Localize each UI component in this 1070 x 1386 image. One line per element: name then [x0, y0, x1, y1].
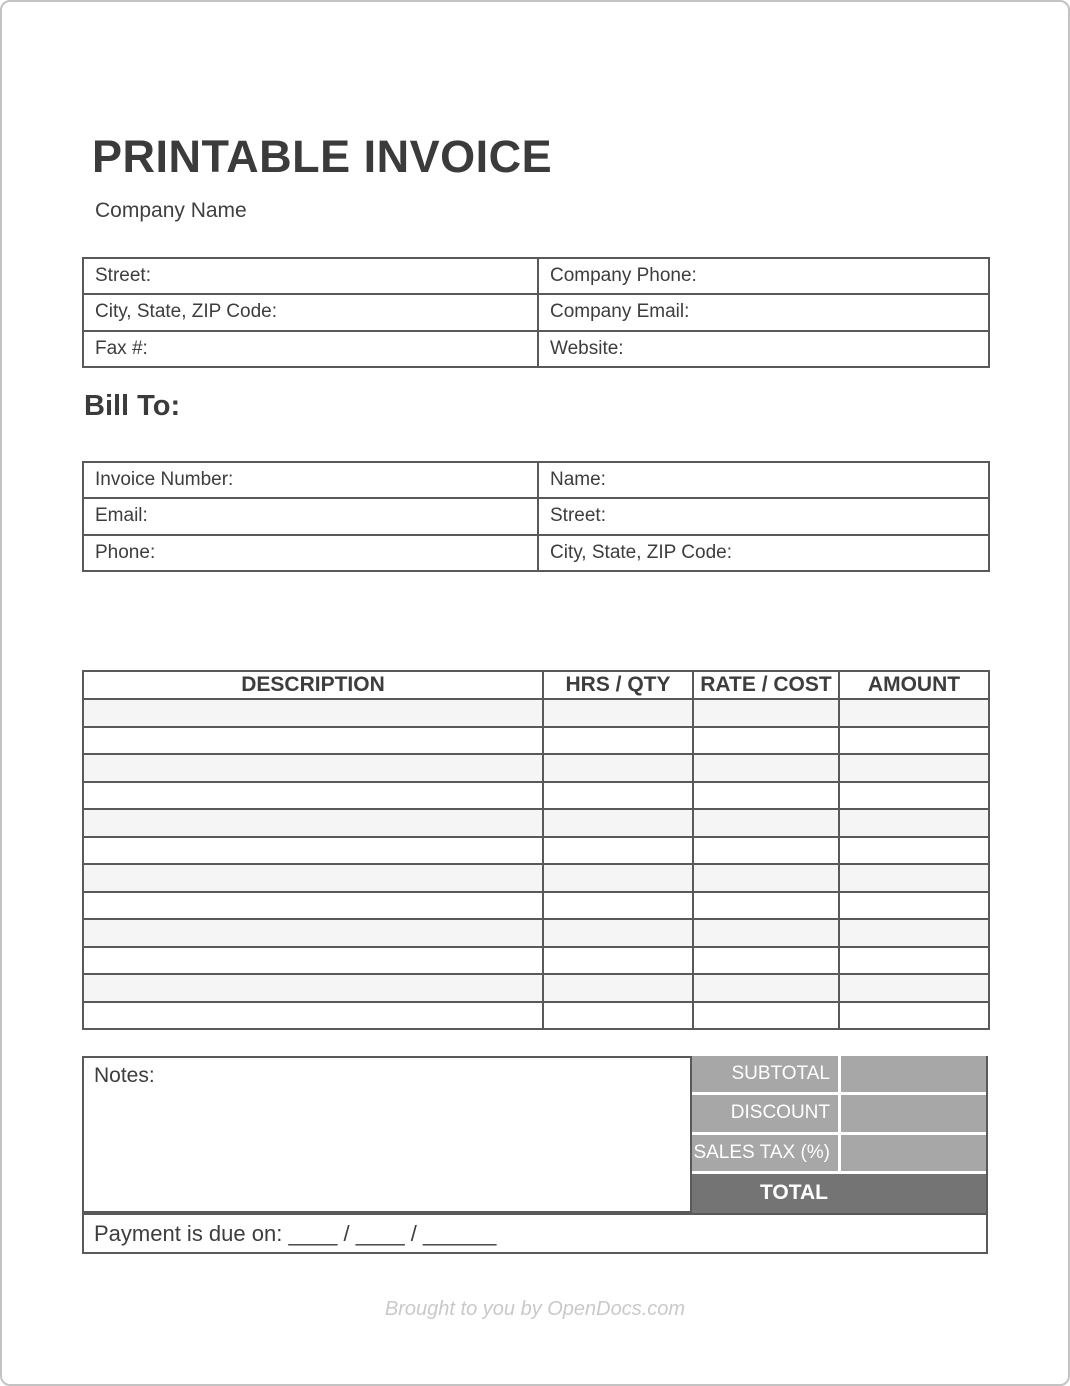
sales-tax-row [692, 1135, 986, 1174]
item-description-cell[interactable] [83, 1002, 543, 1030]
description-column-header: DESCRIPTION [83, 671, 543, 699]
fax-field[interactable]: Fax #: [83, 331, 538, 367]
rate-cost-column-header: RATE / COST [693, 671, 839, 699]
item-hrs-qty-cell[interactable] [543, 754, 693, 782]
item-description-cell[interactable] [83, 919, 543, 947]
city-state-zip-field[interactable]: City, State, ZIP Code: [83, 294, 538, 330]
company-phone-field[interactable]: Company Phone: [538, 258, 989, 294]
item-amount-cell[interactable] [839, 837, 989, 865]
item-hrs-qty-cell[interactable] [543, 864, 693, 892]
item-description-cell[interactable] [83, 864, 543, 892]
item-hrs-qty-cell[interactable] [543, 727, 693, 755]
item-description-cell[interactable] [83, 782, 543, 810]
item-row [83, 892, 989, 920]
item-rate-cost-cell[interactable] [693, 947, 839, 975]
item-hrs-qty-cell[interactable] [543, 919, 693, 947]
bill-to-table [82, 461, 990, 572]
item-hrs-qty-cell[interactable] [543, 947, 693, 975]
item-description-cell[interactable] [83, 809, 543, 837]
website-field[interactable]: Website: [538, 331, 989, 367]
item-amount-cell[interactable] [839, 974, 989, 1002]
item-hrs-qty-cell[interactable] [543, 892, 693, 920]
item-hrs-qty-cell[interactable] [543, 699, 693, 727]
item-row [83, 919, 989, 947]
item-amount-cell[interactable] [839, 947, 989, 975]
company-email-field[interactable]: Company Email: [538, 294, 989, 330]
items-header-row [83, 671, 989, 699]
line-items-table [82, 670, 990, 1030]
item-hrs-qty-cell[interactable] [543, 782, 693, 810]
page-title: PRINTABLE INVOICE [92, 131, 553, 182]
item-amount-cell[interactable] [839, 809, 989, 837]
payment-due-line [82, 1213, 988, 1254]
item-rate-cost-cell[interactable] [693, 837, 839, 865]
totals-section [82, 1056, 988, 1213]
table-row [83, 498, 989, 534]
item-amount-cell[interactable] [839, 782, 989, 810]
discount-value-cell[interactable] [838, 1095, 986, 1134]
item-rate-cost-cell[interactable] [693, 864, 839, 892]
table-row [83, 535, 989, 571]
sales-tax-value-cell[interactable] [838, 1135, 986, 1174]
item-rate-cost-cell[interactable] [693, 782, 839, 810]
item-amount-cell[interactable] [839, 864, 989, 892]
company-name-label: Company Name [95, 199, 247, 222]
item-hrs-qty-cell[interactable] [543, 837, 693, 865]
payment-due-text: Payment is due on: ____ / ____ / ______ [94, 1220, 497, 1246]
table-row [83, 294, 989, 330]
item-description-cell[interactable] [83, 699, 543, 727]
item-amount-cell[interactable] [839, 919, 989, 947]
table-row [83, 462, 989, 498]
item-rate-cost-cell[interactable] [693, 1002, 839, 1030]
item-row [83, 864, 989, 892]
item-row [83, 809, 989, 837]
item-rate-cost-cell[interactable] [693, 974, 839, 1002]
subtotal-label: SUBTOTAL [692, 1056, 838, 1095]
street-field[interactable]: Street: [83, 258, 538, 294]
subtotal-row [692, 1056, 986, 1095]
item-amount-cell[interactable] [839, 754, 989, 782]
bill-street-field[interactable]: Street: [538, 498, 989, 534]
item-rate-cost-cell[interactable] [693, 699, 839, 727]
bill-email-field[interactable]: Email: [83, 498, 538, 534]
invoice-number-field[interactable]: Invoice Number: [83, 462, 538, 498]
discount-row [692, 1095, 986, 1134]
item-row [83, 754, 989, 782]
notes-label: Notes: [94, 1064, 155, 1087]
item-description-cell[interactable] [83, 947, 543, 975]
sales-tax-label: SALES TAX (%) [692, 1135, 838, 1174]
bill-name-field[interactable]: Name: [538, 462, 989, 498]
item-hrs-qty-cell[interactable] [543, 974, 693, 1002]
item-amount-cell[interactable] [839, 892, 989, 920]
item-row [83, 727, 989, 755]
item-row [83, 782, 989, 810]
item-description-cell[interactable] [83, 754, 543, 782]
item-amount-cell[interactable] [839, 727, 989, 755]
items-table-body [83, 699, 989, 1029]
item-row [83, 837, 989, 865]
item-amount-cell[interactable] [839, 699, 989, 727]
total-row: TOTAL [692, 1174, 986, 1213]
subtotal-value-cell[interactable] [838, 1056, 986, 1095]
amount-column-header: AMOUNT [839, 671, 989, 699]
item-rate-cost-cell[interactable] [693, 727, 839, 755]
item-row [83, 1002, 989, 1030]
item-hrs-qty-cell[interactable] [543, 1002, 693, 1030]
item-row [83, 699, 989, 727]
item-rate-cost-cell[interactable] [693, 892, 839, 920]
item-description-cell[interactable] [83, 837, 543, 865]
item-rate-cost-cell[interactable] [693, 919, 839, 947]
item-description-cell[interactable] [83, 727, 543, 755]
item-row [83, 974, 989, 1002]
discount-label: DISCOUNT [692, 1095, 838, 1134]
item-rate-cost-cell[interactable] [693, 809, 839, 837]
item-hrs-qty-cell[interactable] [543, 809, 693, 837]
bill-phone-field[interactable]: Phone: [83, 535, 538, 571]
bill-city-state-zip-field[interactable]: City, State, ZIP Code: [538, 535, 989, 571]
hrs-qty-column-header: HRS / QTY [543, 671, 693, 699]
table-row [83, 258, 989, 294]
item-row [83, 947, 989, 975]
footer-attribution: Brought to you by OpenDocs.com [384, 1298, 686, 1320]
item-amount-cell[interactable] [839, 1002, 989, 1030]
summary-table [692, 1056, 988, 1213]
item-description-cell[interactable] [83, 974, 543, 1002]
item-rate-cost-cell[interactable] [693, 754, 839, 782]
company-info-table [82, 257, 990, 368]
table-row [83, 331, 989, 367]
item-description-cell[interactable] [83, 892, 543, 920]
notes-area[interactable] [82, 1056, 692, 1213]
bill-to-heading: Bill To: [84, 390, 181, 422]
